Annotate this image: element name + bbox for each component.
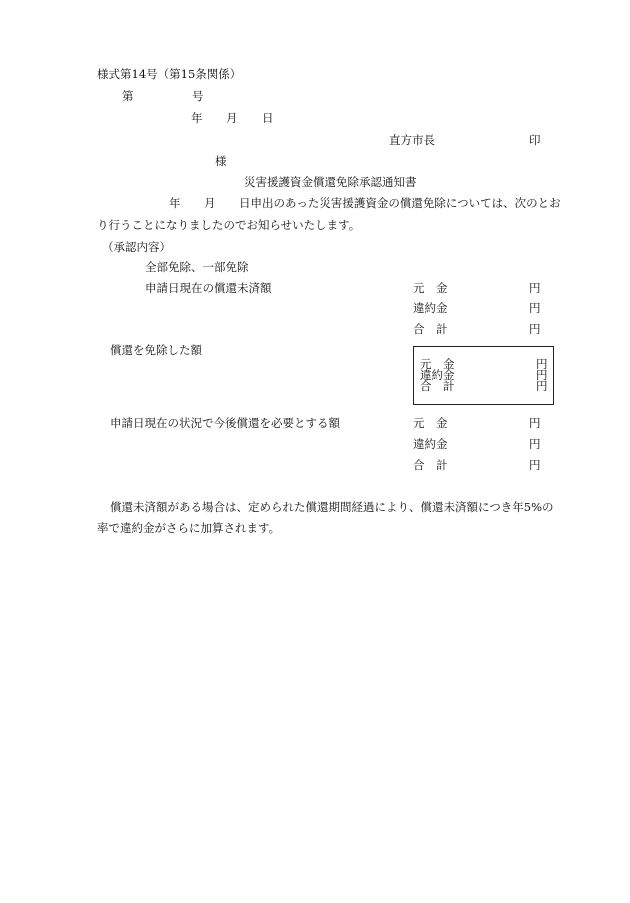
number-prefix: 第 xyxy=(122,89,134,103)
date-day: 日 xyxy=(262,111,274,125)
outstanding-total-label: 合 計 xyxy=(413,322,448,336)
outstanding-penalty-label: 違約金 xyxy=(413,301,448,315)
exempted-principal-unit: 円 xyxy=(536,357,548,371)
outstanding-total-unit: 円 xyxy=(529,322,541,336)
exempted-amount-box xyxy=(413,346,554,405)
approval-heading: （承認内容） xyxy=(102,240,171,254)
form-number: 様式第14号（第15条関係） xyxy=(97,67,242,81)
outstanding-principal-label: 元 金 xyxy=(413,281,448,295)
remaining-penalty-label: 違約金 xyxy=(413,437,448,451)
date-year: 年 xyxy=(191,111,203,125)
exempted-label: 償還を免除した額 xyxy=(110,343,202,357)
remaining-penalty-unit: 円 xyxy=(529,437,541,451)
note-line-2: 率で違約金がさらに加算されます。 xyxy=(97,521,281,535)
exempted-penalty-label: 違約金 xyxy=(420,368,455,382)
seal-mark: 印 xyxy=(529,133,541,147)
outstanding-label: 申請日現在の償還未済額 xyxy=(145,281,272,295)
issuer-name: 直方市長 xyxy=(389,133,435,147)
number-suffix: 号 xyxy=(192,89,204,103)
body-line-2: り行うことになりましたのでお知らせいたします。 xyxy=(97,218,361,232)
body-line-1: 日申出のあった災害援護資金の償還免除については、次のとお xyxy=(239,196,561,210)
addressee-suffix: 様 xyxy=(215,154,227,168)
date-month: 月 xyxy=(226,111,238,125)
remaining-total-unit: 円 xyxy=(529,458,541,472)
exempted-principal-label: 元 金 xyxy=(420,357,455,371)
outstanding-penalty-unit: 円 xyxy=(529,301,541,315)
outstanding-principal-unit: 円 xyxy=(529,281,541,295)
body-year: 年 xyxy=(169,196,181,210)
note-line-1: 償還未済額がある場合は、定められた償還期間経過により、償還未済額につき年5%の xyxy=(110,500,554,514)
remaining-principal-unit: 円 xyxy=(529,416,541,430)
exempted-total-unit: 円 xyxy=(536,379,548,393)
remaining-principal-label: 元 金 xyxy=(413,416,448,430)
exemption-type: 全部免除、一部免除 xyxy=(145,260,249,274)
remaining-label: 申請日現在の状況で今後償還を必要とする額 xyxy=(110,416,340,430)
exempted-penalty-unit: 円 xyxy=(536,368,548,382)
exempted-total-label: 合 計 xyxy=(420,379,455,393)
remaining-total-label: 合 計 xyxy=(413,458,448,472)
document-title: 災害援護資金償還免除承認通知書 xyxy=(244,175,417,189)
body-month: 月 xyxy=(204,196,216,210)
